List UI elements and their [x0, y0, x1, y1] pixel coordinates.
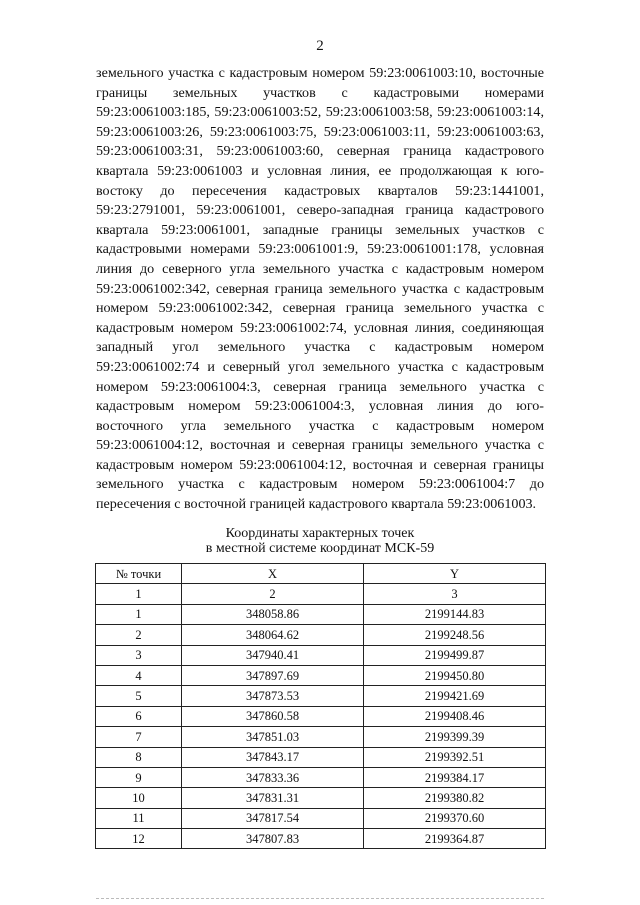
table-row [96, 645, 546, 665]
cell-y: 2199408.46 [364, 706, 546, 726]
cell-x: 347831.31 [182, 788, 364, 808]
cell-x: 347873.53 [182, 686, 364, 706]
cell-x: 347860.58 [182, 706, 364, 726]
header-point-number: № точки [96, 564, 182, 584]
cell-point-number: 3 [96, 645, 182, 665]
cell-x: 347817.54 [182, 808, 364, 828]
cell-point-number: 10 [96, 788, 182, 808]
cell-y: 2199384.17 [364, 767, 546, 787]
cell-y: 2199144.83 [364, 604, 546, 624]
cell-x: 347843.17 [182, 747, 364, 767]
table-row [96, 767, 546, 787]
body-paragraph: земельного участка с кадастровым номером 59:23:0061003:10, восточные границы земельных участков с кадастровыми номерами 59:23:0061003:185, 59:23:0061003:52, 59:23:0061003:58, 59:23:0061003:14, 59:23:0061003:26, 59:23:0061003:75, 59:23:0061003:11, 59:23:0061003:63, 59:23:0061003:31, 59:23:0061003:60, северная граница кадастрового квартала 59:23:0061003 и условная линия, ее продолжающая к юго-востоку до пересечения кадастровых кварталов 59:23:1441001, 59:23:2791001, 59:23:0061001, северо-западная граница кадастрового квартала 59:23:0061001, западные границы земельных участков с кадастровыми номерами 59:23:0061001:9, 59:23:0061001:178, условная линия до северного угла земельного участка с кадастровым номером 59:23:0061002:342, северная граница земельного участка с кадастровым номером 59:23:0061002:342, северная граница земельного участка с кадастровым номером 59:23:0061002:74, условная линия, соединяющая западный угол земельного участка с кадастровым номером 59:23:0061002:74 и северный угол земельного участка с кадастровым номером 59:23:0061004:3, северная граница земельного участка с кадастровым номером 59:23:0061004:3, условная линия до юго-восточного угла земельного участка с кадастровым номером 59:23:0061004:12, восточная и северная границы земельного участка с кадастровым номером 59:23:0061004:12, восточная и северная границы земельного участка с кадастровым номером 59:23:0061004:7 до пересечения с восточной границей кадастрового квартала 59:23:0061003. [96, 65, 544, 513]
cell-y: 2199392.51 [364, 747, 546, 767]
cell-point-number: 1 [96, 604, 182, 624]
column-number-1: 1 [96, 584, 182, 604]
table-row [96, 604, 546, 624]
cell-x: 347807.83 [182, 829, 364, 849]
cell-point-number: 8 [96, 747, 182, 767]
cell-y: 2199450.80 [364, 665, 546, 685]
cell-point-number: 2 [96, 625, 182, 645]
cell-y: 2199380.82 [364, 788, 546, 808]
table-row [96, 727, 546, 747]
page-number: 2 [316, 38, 324, 54]
cell-point-number: 7 [96, 727, 182, 747]
table-row [96, 686, 546, 706]
cell-point-number: 4 [96, 665, 182, 685]
table-row [96, 829, 546, 849]
table-caption [0, 526, 640, 556]
table-row [96, 788, 546, 808]
cell-point-number: 5 [96, 686, 182, 706]
table-row [96, 747, 546, 767]
cell-point-number: 9 [96, 767, 182, 787]
cell-point-number: 6 [96, 706, 182, 726]
table-row [96, 625, 546, 645]
column-number-2: 2 [182, 584, 364, 604]
cell-x: 347851.03 [182, 727, 364, 747]
cell-y: 2199399.39 [364, 727, 546, 747]
table-header-row [96, 564, 546, 584]
column-number-3: 3 [364, 584, 546, 604]
table-caption-line-2: в местной системе координат МСК-59 [205, 541, 435, 556]
cell-point-number: 11 [96, 808, 182, 828]
bottom-edge-mark [96, 898, 544, 899]
coordinates-table [95, 563, 546, 849]
cell-point-number: 12 [96, 829, 182, 849]
cell-y: 2199370.60 [364, 808, 546, 828]
cell-y: 2199499.87 [364, 645, 546, 665]
table-row [96, 808, 546, 828]
header-y: Y [364, 564, 546, 584]
table-row [96, 665, 546, 685]
table-caption-line-1: Координаты характерных точек [225, 526, 415, 541]
cell-x: 347940.41 [182, 645, 364, 665]
cell-x: 347833.36 [182, 767, 364, 787]
cell-y: 2199248.56 [364, 625, 546, 645]
cell-x: 348064.62 [182, 625, 364, 645]
header-x: X [182, 564, 364, 584]
cell-y: 2199364.87 [364, 829, 546, 849]
cell-y: 2199421.69 [364, 686, 546, 706]
cell-x: 348058.86 [182, 604, 364, 624]
cell-x: 347897.69 [182, 665, 364, 685]
table-column-number-row [96, 584, 546, 604]
table-row [96, 706, 546, 726]
table-body [96, 604, 546, 849]
